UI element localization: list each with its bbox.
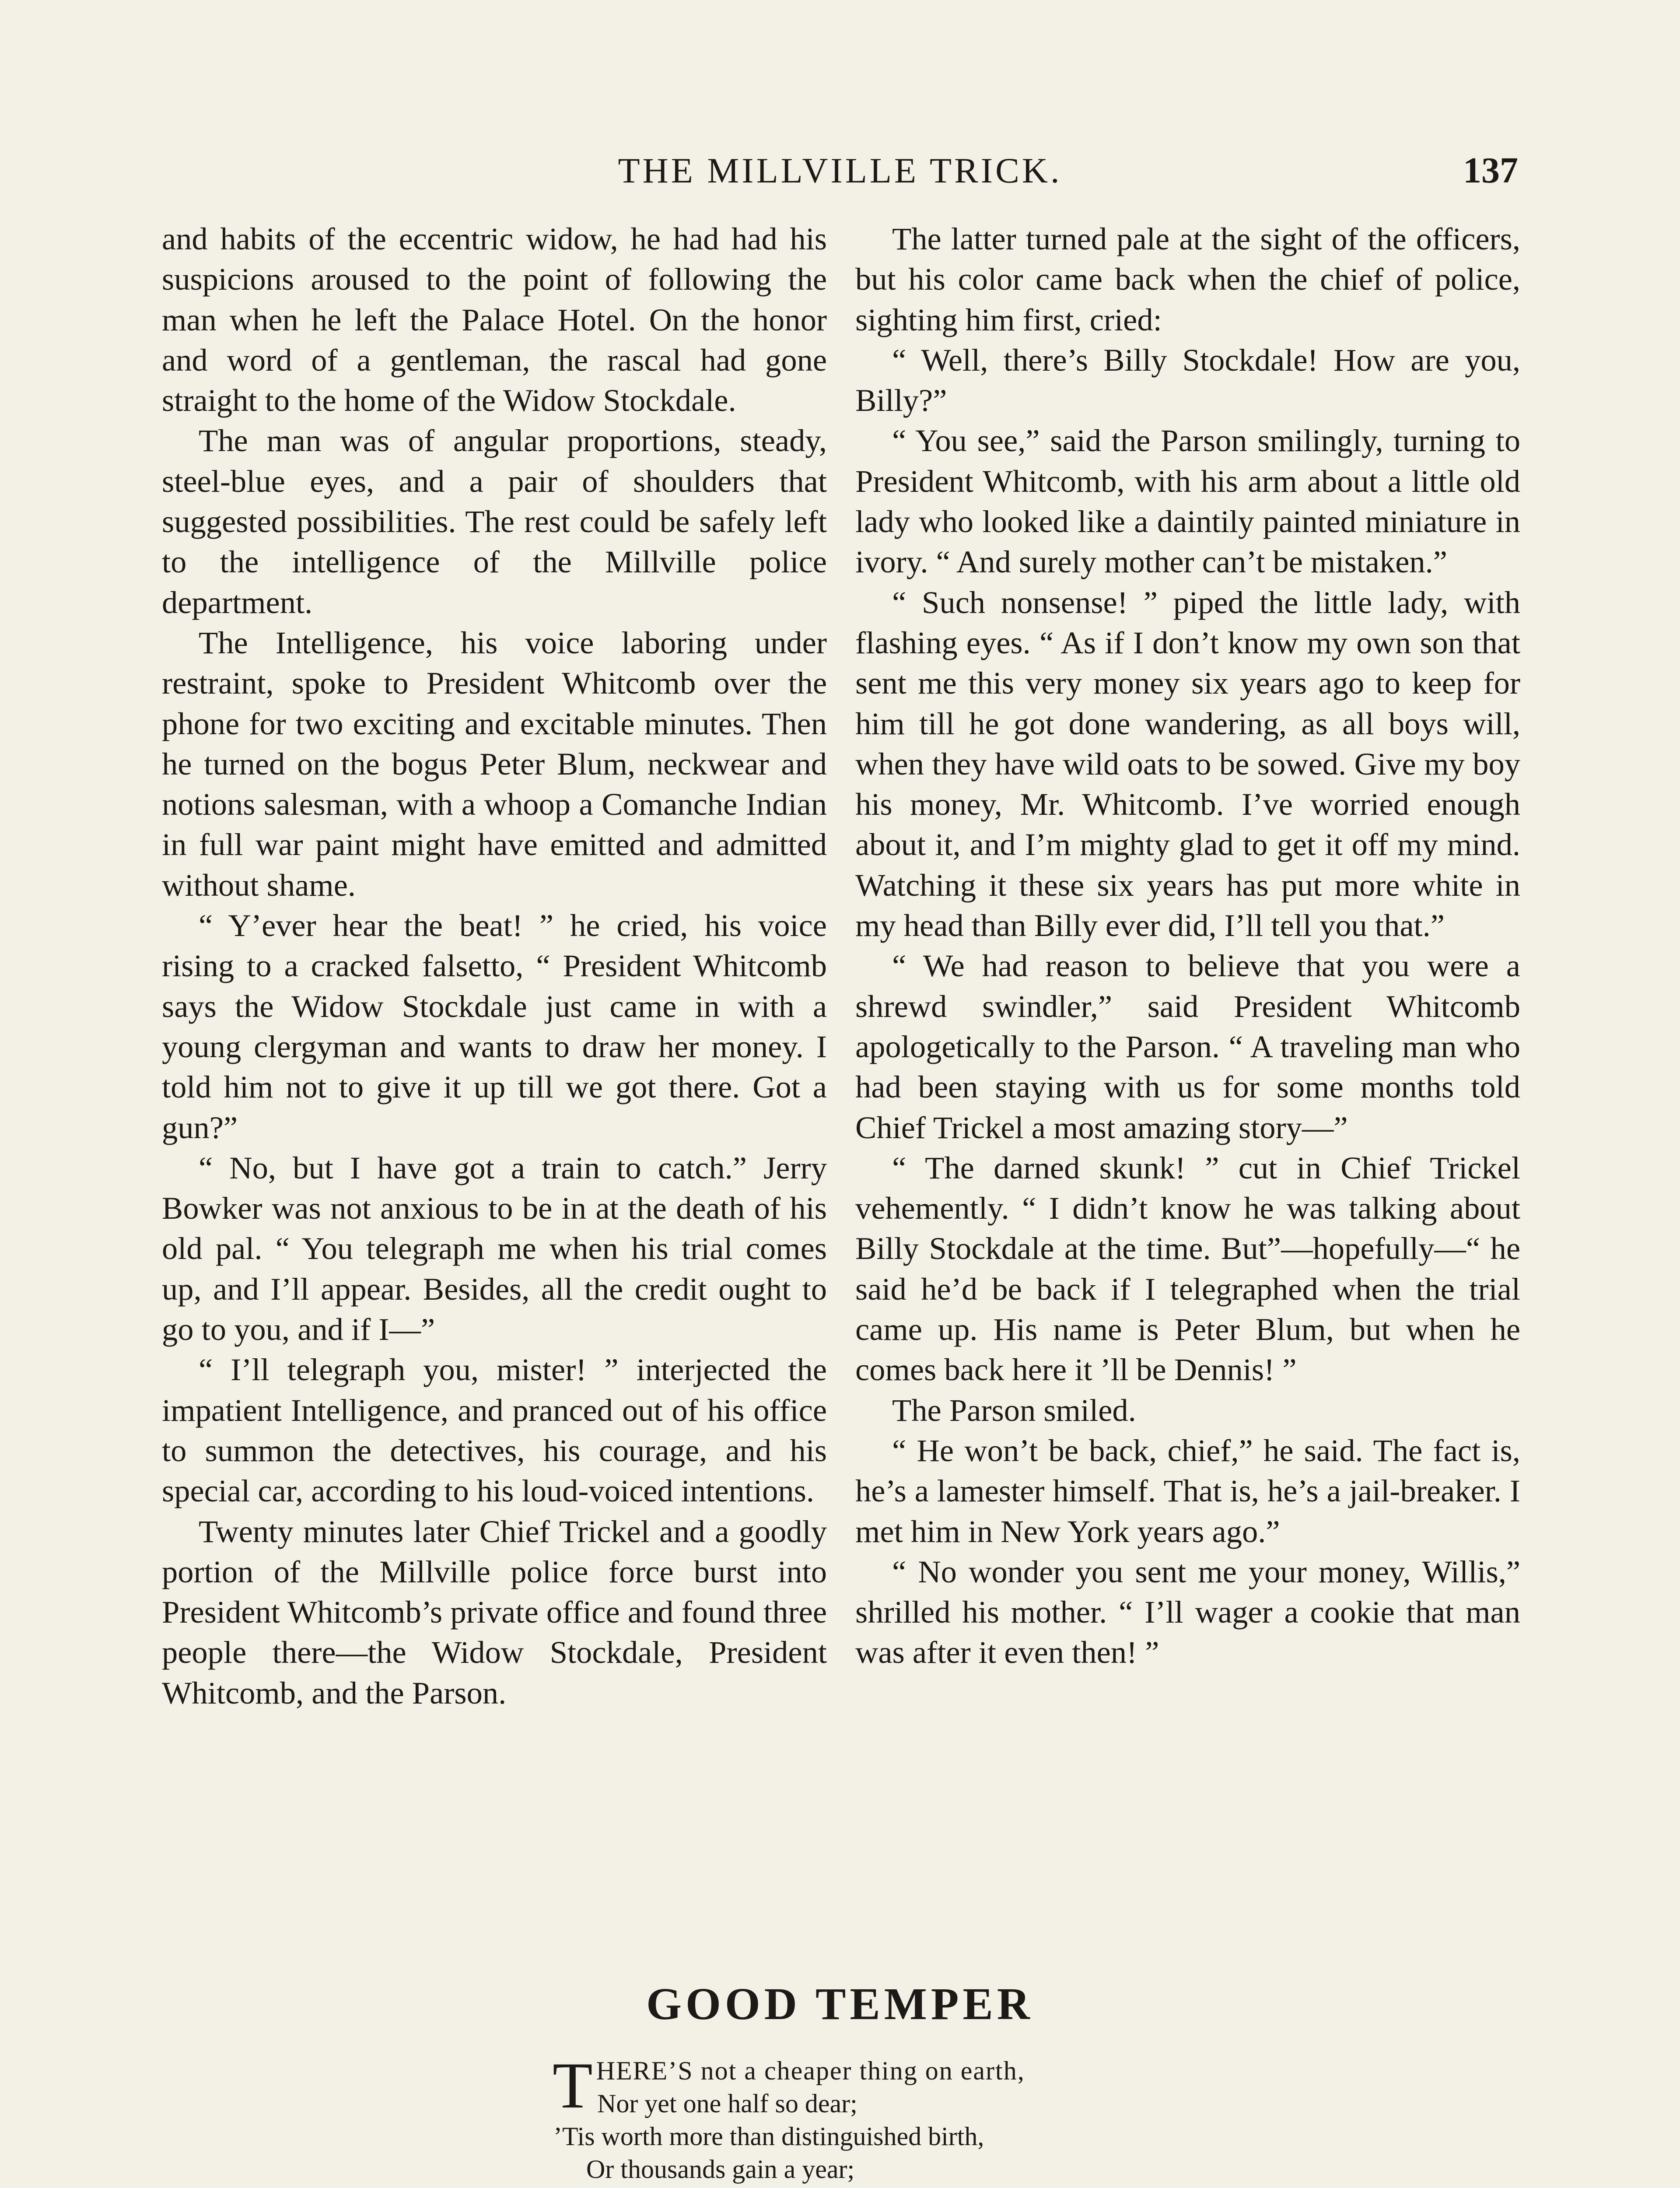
poem-line: Nor yet one half so dear; [597,2089,858,2118]
paragraph: The latter turned pale at the sight of the officers, but his color came back when the chief of police, sighting him first, cried: [855,221,1520,337]
paragraph: “ Y’ever hear the beat! ” he cried, his voice rising to a cracked falsetto, “ President Whitcomb says the Widow Stockdale just came in with a young clergyman and wants to draw her money. I told him not to give it up till we got there. Got a gun?” [162,908,827,1145]
paragraph: The Intelligence, his voice laboring under restraint, spoke to President Whitcomb over the phone for two exciting and excitable minutes. Then he turned on the bogus Peter Blum, neckwear and notions salesman, with a whoop a Comanche Indian in full war paint might have emitted and admitted without shame. [162,624,827,903]
right-text-column [855,219,1520,1673]
paragraph: and habits of the eccentric widow, he had had his suspicions aroused to the point of following the man when he left the Palace Hotel. On the honor and word of a gentleman, the rascal had gone straight to the home of the Widow Stockdale. [162,221,827,418]
left-text-column [162,219,827,1713]
paragraph: Twenty minutes later Chief Trickel and a goodly portion of the Millville police force burst into President Whitcomb’s private office and found three people there—the Widow Stockdale, President Whitcomb, and the Parson. [162,1513,827,1711]
poem-line: Or thousands gain a year; [586,2155,855,2184]
paragraph: “ You see,” said the Parson smilingly, turning to President Whitcomb, with his arm about a little old lady who looked like a daintily painted miniature in ivory. “ And surely mother can’t be mistaken.” [855,423,1520,580]
poem-line: ’Tis worth more than distinguished birth, [553,2122,984,2151]
paragraph: “ No, but I have got a train to catch.” Jerry Bowker was not anxious to be in at the death of his old pal. “ You telegraph me when his trial comes up, and I’ll appear. Besides, all the credit ought to go to you, and if I—” [162,1150,827,1347]
running-head [162,147,1518,195]
paragraph: The Parson smiled. [892,1392,1136,1428]
paragraph: The man was of angular proportions, steady, steel-blue eyes, and a pair of shoulders that suggested possibilities. The rest could be safely left to the intelligence of the Millville police department. [162,423,827,620]
paragraph: “ Such nonsense! ” piped the little lady, with flashing eyes. “ As if I don’t know my own son that sent me this very money six years ago to keep for him till he got done wandering, as all boys will, when they have wild oats to be sowed. Give my boy his money, Mr. Whitcomb. I’ve worried enough about it, and I’m mighty glad to get it off my mind. Watching it these six years has put more white in my head than Billy ever did, I’ll tell you that.” [855,584,1520,943]
paragraph: “ We had reason to believe that you were a shrewd swindler,” said President Whitcomb apologetically to the Parson. “ A traveling man who had been staying with us for some months told Chief Trickel a most amazing story—” [855,948,1520,1145]
running-title: THE MILLVILLE TRICK. [618,151,1062,190]
paragraph: “ Well, there’s Billy Stockdale! How are you, Billy?” [855,342,1520,418]
paragraph: “ He won’t be back, chief,” he said. The fact is, he’s a lamester himself. That is, he’s a jail-breaker. I met him in New York years ago.” [855,1432,1520,1549]
paragraph: “ I’ll telegraph you, mister! ” interjected the impatient Intelligence, and pranced out of his office to summon the detectives, his courage, and his special car, according to his loud-voiced intentions. [162,1352,827,1509]
drop-cap: T [553,2049,593,2122]
page-number: 137 [1463,150,1518,191]
poem [553,2049,1166,2188]
paragraph: “ No wonder you sent me your money, Willis,” shrilled his mother. “ I’ll wager a cookie that man was after it even then! ” [855,1553,1520,1670]
poem-title: GOOD TEMPER [646,1979,1034,2029]
poem-line [553,2186,1166,2188]
poem-first-line: HERE’S not a cheaper thing on earth, [596,2056,1025,2085]
paragraph: “ The darned skunk! ” cut in Chief Trickel vehemently. “ I didn’t know he was talking about Billy Stockdale at the time. But”—hopefully—“ he said he’d be back if I telegraphed when the trial came up. His name is Peter Blum, but when he comes back here it ’ll be Dennis! ” [855,1150,1520,1388]
